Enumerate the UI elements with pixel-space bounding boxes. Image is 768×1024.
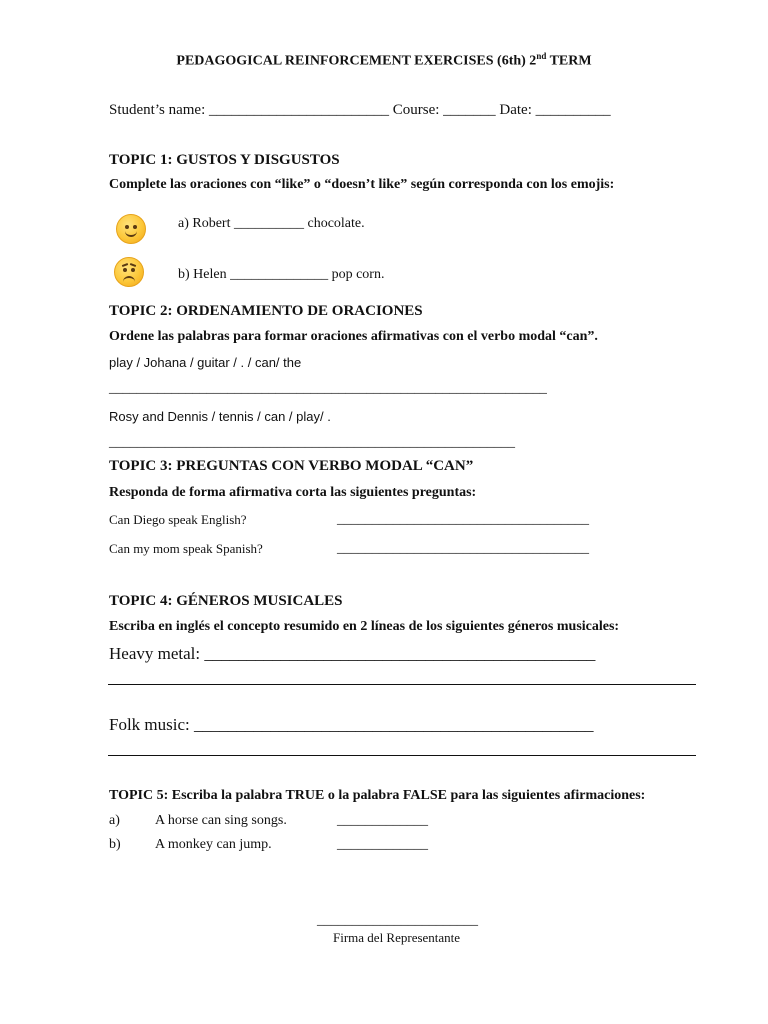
topic4-instruction: Escriba en inglés el concepto resumido en 2 líneas de los siguientes géneros musicales: (109, 619, 620, 634)
heavy-metal-answer-line[interactable]: ______________________________________________ (204, 644, 596, 663)
signature-line[interactable]: _______________________ (317, 913, 478, 928)
folk-music-second-line[interactable] (108, 755, 696, 756)
topic5-answer-line-a[interactable]: _____________ (337, 813, 428, 828)
topic5-answer-line-b[interactable]: _____________ (337, 837, 428, 852)
heavy-metal-label: Heavy metal: (109, 644, 205, 663)
topic4-heading: TOPIC 4: GÉNEROS MUSICALES (109, 593, 343, 609)
topic1-instruction: Complete las oraciones con “like” o “doesn’t like” según corresponda con los emojis: (109, 177, 615, 192)
folk-music-line[interactable] (109, 715, 594, 735)
heavy-metal-second-line[interactable] (108, 684, 696, 685)
signature-label: Firma del Representante (333, 930, 461, 945)
topic5-letter-b: b) (109, 837, 121, 852)
topic3-answer-line-1[interactable]: ____________________________________ (337, 512, 589, 527)
topic2-words-2: Rosy and Dennis / tennis / can / play/ . (109, 409, 331, 424)
topic5-statement-a: A horse can sing songs. (155, 813, 287, 828)
topic2-instruction: Ordene las palabras para formar oraciones afirmativas con el verbo modal “can”. (109, 329, 598, 344)
topic1-item-a[interactable]: a) Robert __________ chocolate. (178, 216, 365, 231)
topic2-answer-line-1[interactable]: _______________________________________________________________ (109, 381, 547, 396)
folk-music-label: Folk music: (109, 715, 195, 734)
topic2-words-1: play / Johana / guitar / . / can/ the (109, 355, 302, 370)
topic1-item-b[interactable]: b) Helen ______________ pop corn. (178, 267, 385, 282)
topic3-heading: TOPIC 3: PREGUNTAS CON VERBO MODAL “CAN” (109, 458, 474, 474)
topic5-heading: TOPIC 5: Escriba la palabra TRUE o la palabra FALSE para las siguientes afirmaciones: (109, 788, 646, 803)
topic2-answer-line-2[interactable]: __________________________________________________________ (109, 435, 515, 450)
topic3-question-1: Can Diego speak English? (109, 512, 247, 527)
topic2-heading: TOPIC 2: ORDENAMIENTO DE ORACIONES (109, 303, 423, 319)
folk-music-answer-line[interactable]: _______________________________________________ (194, 715, 594, 734)
topic5-letter-a: a) (109, 813, 120, 828)
student-info-line[interactable]: Student’s name: ________________________ Course: _______ Date: __________ (109, 102, 611, 118)
smiling-face-icon (116, 214, 146, 244)
frowning-face-icon (114, 257, 144, 287)
topic3-question-2: Can my mom speak Spanish? (109, 541, 263, 556)
topic3-instruction: Responda de forma afirmativa corta las siguientes preguntas: (109, 485, 477, 500)
worksheet-title: PEDAGOGICAL REINFORCEMENT EXERCISES (6th) 2nd TERM (176, 51, 592, 69)
topic1-heading: TOPIC 1: GUSTOS Y DISGUSTOS (109, 152, 340, 168)
topic3-answer-line-2[interactable]: ____________________________________ (337, 541, 589, 556)
heavy-metal-line[interactable] (109, 644, 595, 664)
topic5-statement-b: A monkey can jump. (155, 837, 272, 852)
